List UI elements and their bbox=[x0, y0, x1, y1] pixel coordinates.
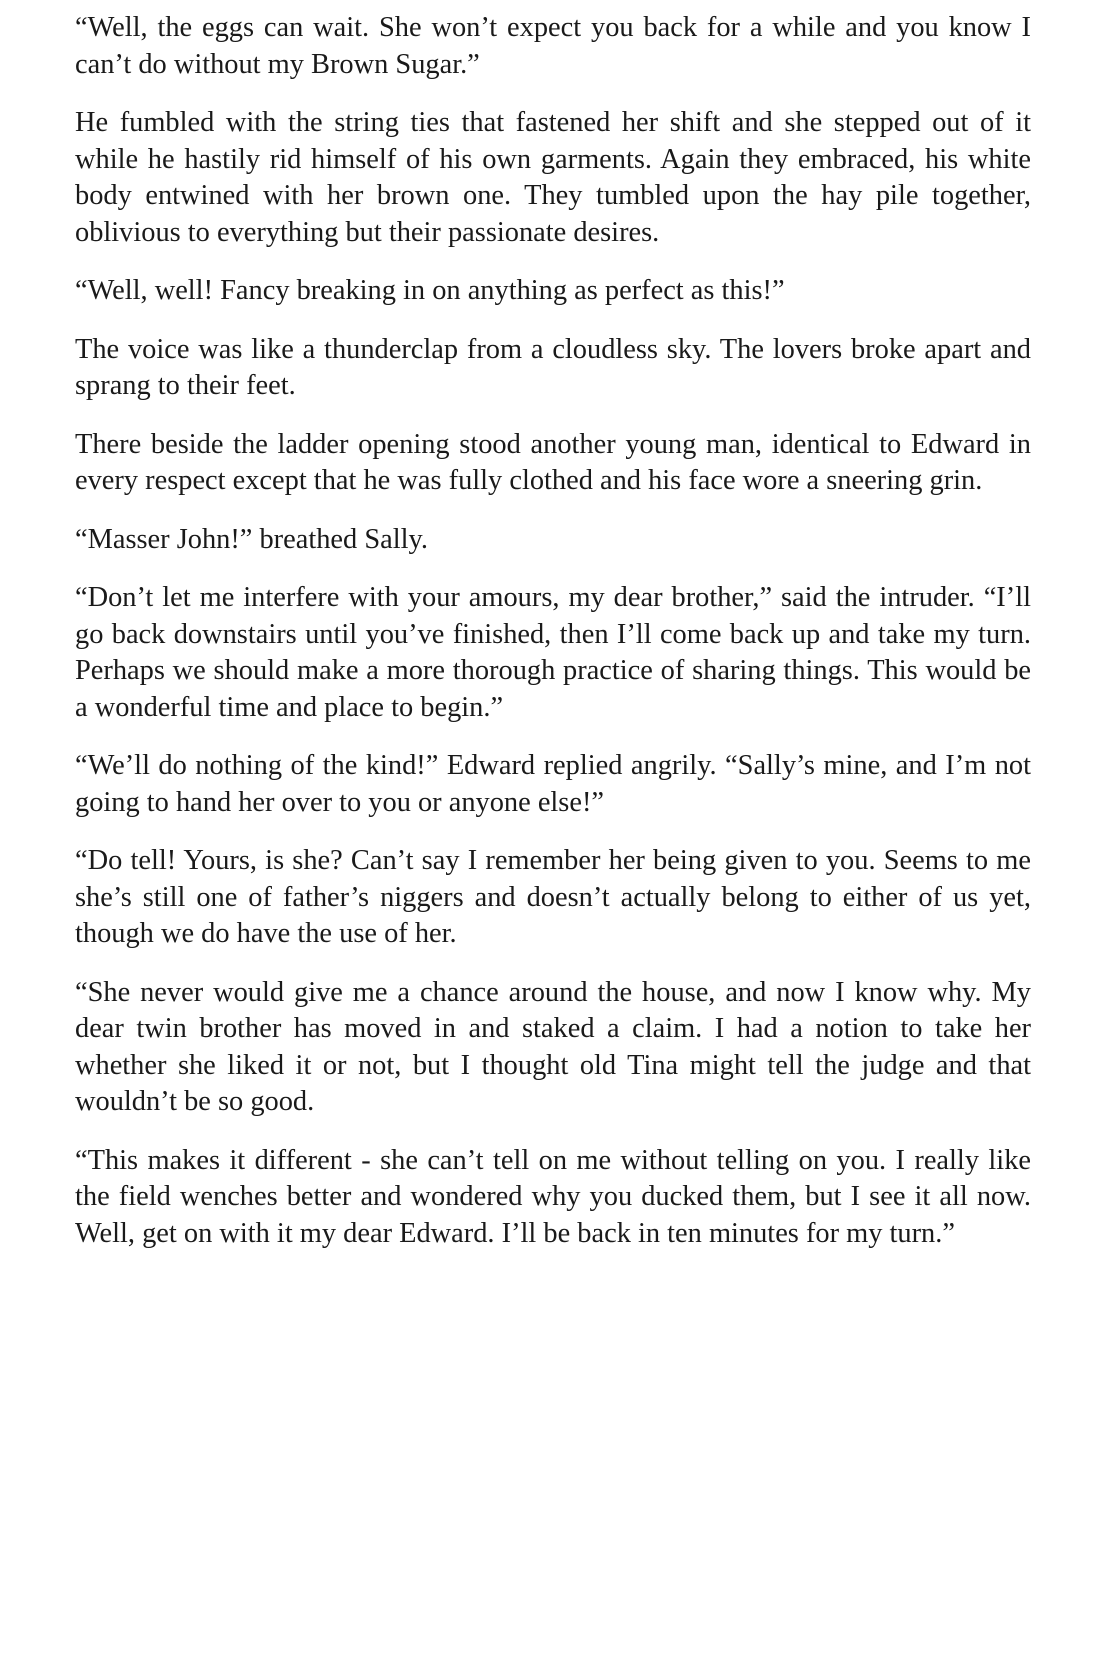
paragraph-10: “She never would give me a chance around the house, and now I know why. My dear twin brother has moved in and staked a claim. I had a notion to take her whether she liked it or not, but I thought old Tina might tell the judge and that wouldn’t be so good. bbox=[75, 976, 1031, 1117]
document-page bbox=[75, 10, 1031, 1274]
paragraph-3: “Well, well! Fancy breaking in on anything as perfect as this!” bbox=[75, 275, 785, 306]
paragraph-2: He fumbled with the string ties that fastened her shift and she stepped out of it while he hastily rid himself of his own garments. Again they embraced, his white body entwined with her brown one. They tumbled upon the hay pile together, oblivious to everything but their passionate desires. bbox=[75, 107, 1031, 248]
paragraph-4: The voice was like a thunderclap from a cloudless sky. The lovers broke apart and sprang to their feet. bbox=[75, 333, 1031, 401]
paragraph-6: “Masser John!” breathed Sally. bbox=[75, 523, 428, 555]
paragraph-1: “Well, the eggs can wait. She won’t expect you back for a while and you know I can’t do without my Brown Sugar.” bbox=[75, 12, 1031, 80]
paragraph-8: “We’ll do nothing of the kind!” Edward replied angrily. “Sally’s mine, and I’m not going to hand her over to you or anyone else!” bbox=[75, 750, 1031, 818]
paragraph-9: “Do tell! Yours, is she? Can’t say I remember her being given to you. Seems to me she’s still one of father’s niggers and doesn’t actually belong to either of us yet, though we do have the use of her. bbox=[75, 845, 1031, 949]
paragraph-5: There beside the ladder opening stood another young man, identical to Edward in every respect except that he was fully clothed and his face wore a sneering grin. bbox=[75, 428, 1031, 496]
paragraph-11: “This makes it different - she can’t tell on me without telling on you. I really like the field wenches better and wondered why you ducked them, but I see it all now. Well, get on with it my dear Edward. I’ll be back in ten minutes for my turn.” bbox=[75, 1144, 1031, 1249]
paragraph-7: “Don’t let me interfere with your amours, my dear brother,” said the intruder. “I’ll go back downstairs until you’ve finished, then I’ll come back up and take my turn. Perhaps we should make a more thorough practice of sharing things. This would be a wonderful time and place to begin.” bbox=[75, 582, 1031, 723]
